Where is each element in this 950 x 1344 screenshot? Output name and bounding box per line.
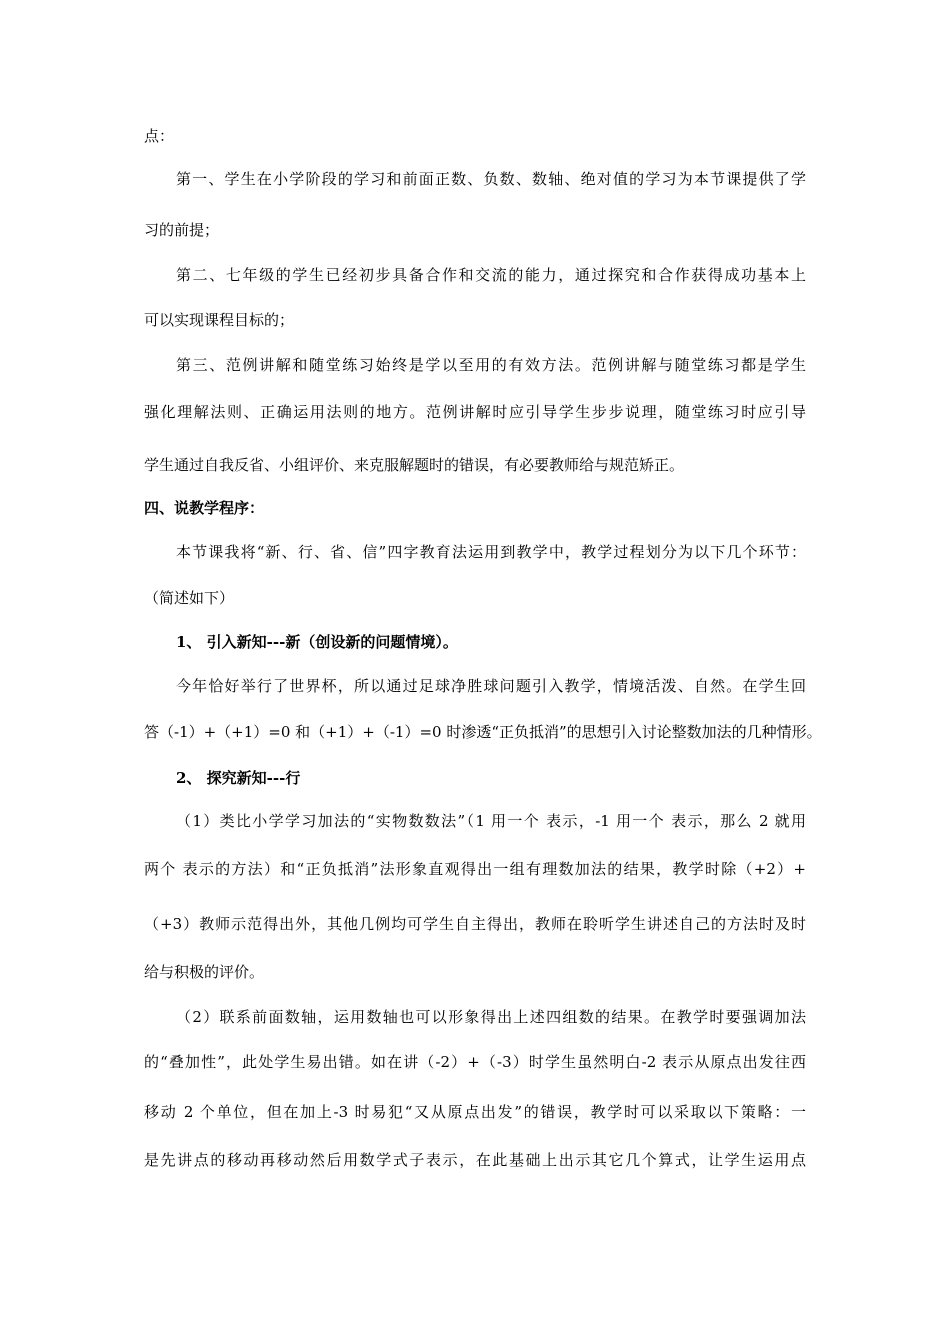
text-line: 习的前提； bbox=[144, 221, 220, 239]
paragraph-point-2: 第二、七年级的学生已经初步具备合作和交流的能力，通过探究和合作获得成功基本上 bbox=[176, 266, 806, 284]
text-line: 移动 2 个单位，但在加上-3 时易犯“又从原点出发”的错误，教学时可以采取以下策略：一 bbox=[144, 1103, 806, 1121]
text-line: 可以实现课程目标的； bbox=[144, 311, 295, 329]
paragraph-point-1: 第一、学生在小学阶段的学习和前面正数、负数、数轴、绝对值的学习为本节课提供了学 bbox=[176, 170, 806, 188]
section-heading: 四、说教学程序： bbox=[144, 499, 265, 517]
text-line: 点： bbox=[144, 127, 175, 145]
paragraph-step-1: 今年恰好举行了世界杯，所以通过足球净胜球问题引入教学，情境活泼、自然。在学生回 bbox=[176, 677, 806, 695]
text-line: 两个 表示的方法）和“正负抵消”法形象直观得出一组有理数加法的结果，教学时除（+2）+ bbox=[144, 860, 806, 878]
text-line: （简述如下） bbox=[144, 589, 235, 607]
text-line: 给与积极的评价。 bbox=[144, 963, 265, 981]
subheading-step-2: 2、 探究新知---行 bbox=[176, 769, 301, 787]
subheading-step-1: 1、 引入新知---新（创设新的问题情境）。 bbox=[176, 633, 458, 651]
paragraph-step-2-part-1: （1）类比小学学习加法的“实物数数法”（1 用一个 表示，-1 用一个 表示，那么 2 就用 bbox=[176, 812, 806, 830]
paragraph-point-3: 第三、范例讲解和随堂练习始终是学以至用的有效方法。范例讲解与随堂练习都是学生 bbox=[176, 356, 806, 374]
text-line: 是先讲点的移动再移动然后用数学式子表示，在此基础上出示其它几个算式，让学生运用点 bbox=[144, 1151, 806, 1169]
text-line: 答（-1）+（+1）=0 和（+1）+（-1）=0 时渗透“正负抵消”的思想引入讨论整数加法的几种情形。 bbox=[144, 723, 822, 741]
text-line: （+3）教师示范得出外，其他几例均可学生自主得出，教师在聆听学生讲述自己的方法时及时 bbox=[144, 915, 806, 933]
text-line: 的“叠加性”，此处学生易出错。如在讲（-2）+（-3）时学生虽然明白-2 表示从原点出发往西 bbox=[144, 1053, 806, 1071]
paragraph-intro: 本节课我将“新、行、省、信”四字教育法运用到教学中，教学过程划分为以下几个环节： bbox=[176, 543, 806, 561]
text-line: 学生通过自我反省、小组评价、来克服解题时的错误，有必要教师给与规范矫正。 bbox=[144, 456, 685, 474]
paragraph-step-2-part-2: （2）联系前面数轴，运用数轴也可以形象得出上述四组数的结果。在教学时要强调加法 bbox=[176, 1008, 806, 1026]
text-line: 强化理解法则、正确运用法则的地方。范例讲解时应引导学生步步说理，随堂练习时应引导 bbox=[144, 403, 806, 421]
